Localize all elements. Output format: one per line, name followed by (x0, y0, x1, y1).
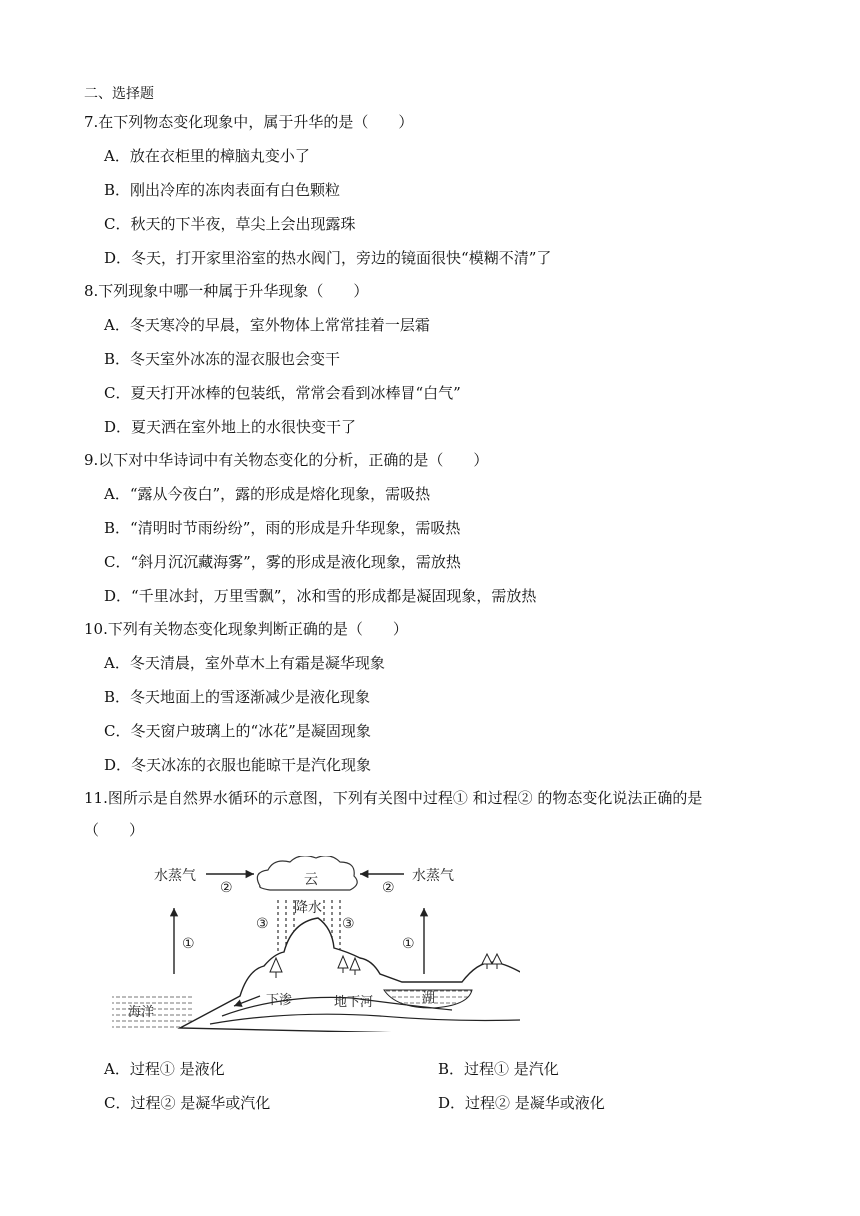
question-7-stem: 7.在下列物态变化现象中，属于升华的是（ ） (84, 113, 414, 131)
question-8-option-d: D．夏天洒在室外地上的水很快变干了 (104, 418, 357, 436)
question-8-option-c: C．夏天打开冰棒的包装纸，常常会看到冰棒冒“白气” (104, 384, 461, 402)
question-9-stem: 9.以下对中华诗词中有关物态变化的分析，正确的是（ ） (84, 451, 489, 469)
question-11-stem: 11.图所示是自然界水循环的示意图，下列有关图中过程① 和过程② 的物态变化说法正确的是 (84, 789, 703, 807)
section-title: 二、选择题 (84, 86, 154, 102)
process-2-right: ② (382, 880, 395, 896)
water-cycle-diagram (110, 856, 520, 1032)
process-3-left: ③ (256, 916, 269, 932)
question-8-stem: 8.下列现象中哪一种属于升华现象（ ） (84, 282, 369, 300)
question-10-stem: 10.下列有关物态变化现象判断正确的是（ ） (84, 620, 408, 638)
question-8-option-b: B．冬天室外冰冻的湿衣服也会变干 (104, 350, 341, 368)
cloud-label: 云 (304, 872, 318, 888)
question-10-option-a: A．冬天清晨，室外草木上有霜是凝华现象 (104, 654, 385, 672)
process-1-right: ① (402, 936, 415, 952)
question-7-option-b: B．刚出冷库的冻肉表面有白色颗粒 (104, 181, 341, 199)
seepage-label: 下渗 (266, 993, 293, 1008)
question-11-option-b: B．过程① 是汽化 (438, 1060, 559, 1078)
question-11-option-c: C．过程② 是凝华或汽化 (104, 1094, 271, 1112)
precipitation-label: 降水 (294, 900, 322, 916)
question-10-option-d: D．冬天冰冻的衣服也能晾干是汽化现象 (104, 756, 372, 774)
question-10-option-c: C．冬天窗户玻璃上的“冰花”是凝固现象 (104, 722, 371, 740)
question-10-option-b: B．冬天地面上的雪逐渐减少是液化现象 (104, 688, 371, 706)
lake-label: 湖 (422, 991, 436, 1006)
question-11-option-d: D．过程② 是凝华或液化 (438, 1094, 605, 1112)
vapor-left-label: 水蒸气 (154, 868, 196, 884)
process-1-left: ① (182, 936, 195, 952)
question-9-option-b: B．“清明时节雨纷纷”，雨的形成是升华现象，需吸热 (104, 519, 461, 537)
question-7-option-c: C．秋天的下半夜，草尖上会出现露珠 (104, 215, 356, 233)
question-8-option-a: A．冬天寒冷的早晨，室外物体上常常挂着一层霜 (104, 316, 430, 334)
question-9-option-c: C．“斜月沉沉藏海雾”，雾的形成是液化现象，需放热 (104, 553, 461, 571)
process-3-right: ③ (342, 916, 355, 932)
question-7-option-d: D．冬天，打开家里浴室的热水阀门，旁边的镜面很快“模糊不清”了 (104, 249, 552, 267)
process-2-left: ② (220, 880, 233, 896)
question-7-option-a: A．放在衣柜里的樟脑丸变小了 (104, 147, 310, 165)
vapor-right-label: 水蒸气 (412, 868, 454, 884)
question-9-option-d: D．“千里冰封，万里雪飘”，冰和雪的形成都是凝固现象，需放热 (104, 587, 537, 605)
question-11-option-a: A．过程① 是液化 (104, 1060, 225, 1078)
question-11-stem-paren: （ ） (84, 821, 145, 839)
question-9-option-a: A．“露从今夜白”，露的形成是熔化现象，需吸热 (104, 485, 431, 503)
ocean-label: 海洋 (128, 1005, 155, 1020)
underground-river-label: 地下河 (334, 995, 374, 1010)
